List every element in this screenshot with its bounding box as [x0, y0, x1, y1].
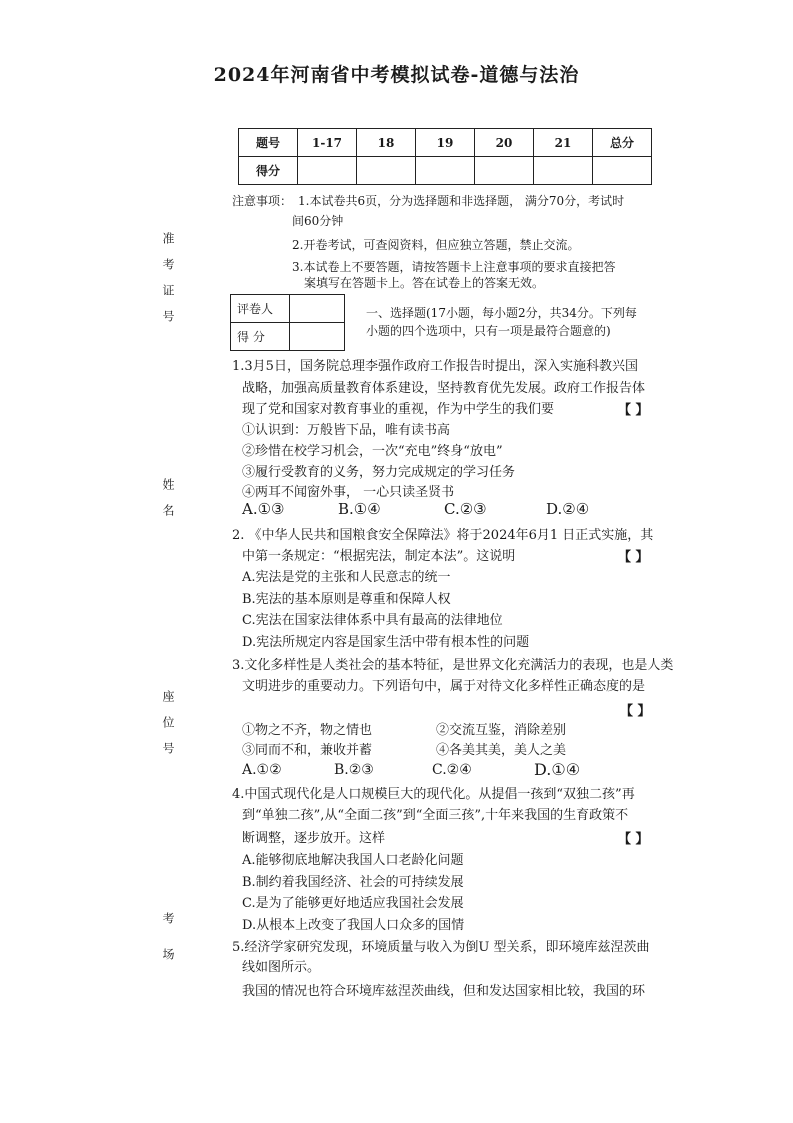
q2-answer-bracket[interactable]: 【 】	[618, 550, 649, 565]
q1-option-a[interactable]: A.①③	[242, 500, 285, 518]
score-input-cell[interactable]	[534, 157, 593, 185]
q5-stem-line-2: 线如图所示。	[242, 960, 321, 975]
q4-stem-line-2: 到“单独二孩”,从“全面二孩”到“全面三孩”,十年来我国的生育政策不	[242, 808, 629, 823]
q3-statement-3: ③同而不和，兼收并蓄	[242, 743, 373, 758]
q4-answer-bracket[interactable]: 【 】	[618, 832, 649, 847]
score-input-cell[interactable]	[475, 157, 534, 185]
score-header-cell: 题号	[239, 129, 298, 157]
note-3-line-2: 案填写在答题卡上。答在试卷上的答案无效。	[304, 276, 545, 290]
q1-statement-4: ④两耳不闻窗外事， 一心只读圣贤书	[242, 485, 455, 500]
section1-heading-line-2: 小题的四个选项中，只有一项是最符合题意的)	[366, 324, 611, 338]
score-header-cell: 21	[534, 129, 593, 157]
note-1-line-1: 1.本试卷共6页，分为选择题和非选择题， 满分70分，考试时	[298, 194, 625, 208]
notes-prefix: 注意事项：	[232, 194, 293, 208]
q4-stem-line-3: 断调整，逐步放开。这样	[242, 831, 386, 846]
grader-score-cell[interactable]	[290, 323, 345, 351]
q1-option-c[interactable]: C.②③	[444, 500, 487, 518]
grader-table	[230, 294, 345, 351]
q2-option-c[interactable]: C.宪法在国家法律体系中具有最高的法律地位	[242, 613, 503, 628]
q1-stem-line-2: 战略，加强高质量教育体系建设，坚持教育优先发展。政府工作报告体	[242, 381, 646, 396]
q1-stem-line-1: 1.3月5日，国务院总理李强作政府工作报告时提出，深入实施科教兴国	[232, 359, 638, 374]
q1-statement-2: ②珍惜在校学习机会，一次“充电”终身“放电”	[242, 444, 503, 459]
q2-stem-line-2: 中第一条规定：“根据宪法，制定本法”。这说明	[242, 549, 516, 564]
score-input-cell[interactable]	[593, 157, 652, 185]
q5-stem-line-3: 我国的情况也符合环境库兹涅茨曲线，但和发达国家相比较，我国的环	[242, 984, 646, 999]
q1-answer-bracket[interactable]: 【 】	[618, 403, 649, 418]
score-table-header-row	[239, 129, 652, 157]
q5-stem-line-1: 5.经济学家研究发现，环境质量与收入为倒U 型关系，即环境库兹涅茨曲	[232, 940, 650, 955]
q2-option-a[interactable]: A.宪法是党的主张和人民意志的统一	[242, 570, 451, 585]
score-input-cell[interactable]	[298, 157, 357, 185]
q3-statement-1: ①物之不齐，物之情也	[242, 723, 373, 738]
grader-reviewer-cell[interactable]	[290, 295, 345, 323]
q4-option-a[interactable]: A.能够彻底地解决我国人口老龄化问题	[242, 853, 464, 868]
q3-answer-bracket[interactable]: 【 】	[620, 704, 651, 719]
side-label-seat: 座位号	[161, 690, 175, 768]
grader-reviewer-label: 评卷人	[231, 295, 290, 323]
score-input-cell[interactable]	[416, 157, 475, 185]
side-label-room: 考场	[161, 912, 175, 984]
side-label-ticket: 准考证号	[161, 232, 175, 336]
q3-stem-line-2: 文明进步的重要动力。下列语句中，属于对待文化多样性正确态度的是	[242, 679, 646, 694]
note-3-line-1: 3.本试卷上不要答题，请按答题卡上注意事项的要求直接把答	[292, 260, 616, 274]
score-table-score-row	[239, 157, 652, 185]
q2-stem-line-1: 2. 《中华人民共和国粮食安全保障法》将于2024年6月1 日正式实施，其	[232, 528, 654, 543]
score-input-cell[interactable]	[357, 157, 416, 185]
q1-option-d[interactable]: D.②④	[546, 500, 590, 518]
score-header-cell: 1-17	[298, 129, 357, 157]
q2-option-b[interactable]: B.宪法的基本原则是尊重和保障人权	[242, 592, 451, 607]
q3-option-d[interactable]: D.①④	[534, 760, 581, 779]
q3-option-c[interactable]: C.②④	[432, 762, 472, 778]
page-title: 2024年河南省中考模拟试卷-道德与法治	[213, 64, 580, 86]
score-table	[238, 128, 652, 185]
note-1-line-2: 间60分钟	[292, 214, 344, 228]
score-header-cell: 18	[357, 129, 416, 157]
score-header-cell: 20	[475, 129, 534, 157]
q1-statement-3: ③履行受教育的义务，努力完成规定的学习任务	[242, 465, 516, 480]
q3-option-a[interactable]: A.①②	[242, 762, 282, 778]
q4-option-d[interactable]: D.从根本上改变了我国人口众多的国情	[242, 918, 465, 933]
q1-statement-1: ①认识到：万般皆下品，唯有读书高	[242, 423, 451, 438]
q3-statement-4: ④各美其美，美人之美	[436, 743, 567, 758]
q4-stem-line-1: 4.中国式现代化是人口规模巨大的现代化。从提倡一孩到“双独二孩”再	[232, 787, 635, 802]
q3-stem-line-1: 3.文化多样性是人类社会的基本特征，是世界文化充满活力的表现，也是人类	[232, 658, 674, 673]
q2-option-d[interactable]: D.宪法所规定内容是国家生活中带有根本性的问题	[242, 635, 530, 650]
q1-option-b[interactable]: B.①④	[338, 500, 381, 518]
q4-option-c[interactable]: C.是为了能够更好地适应我国社会发展	[242, 896, 464, 911]
q1-stem-line-3: 现了党和国家对教育事业的重视，作为中学生的我们要	[242, 402, 555, 417]
section1-heading-line-1: 一、选择题(17小题，每小题2分，共34分。下列每	[366, 306, 637, 320]
score-header-cell: 总分	[593, 129, 652, 157]
q3-statement-2: ②交流互鉴，消除差别	[436, 723, 567, 738]
grader-score-label: 得 分	[231, 323, 290, 351]
score-header-cell: 19	[416, 129, 475, 157]
score-row-label: 得分	[239, 157, 298, 185]
side-label-name: 姓名	[161, 478, 175, 530]
q4-option-b[interactable]: B.制约着我国经济、社会的可持续发展	[242, 875, 464, 890]
note-2: 2.开卷考试，可查阅资料，但应独立答题，禁止交流。	[292, 238, 580, 252]
q3-option-b[interactable]: B.②③	[334, 762, 374, 778]
